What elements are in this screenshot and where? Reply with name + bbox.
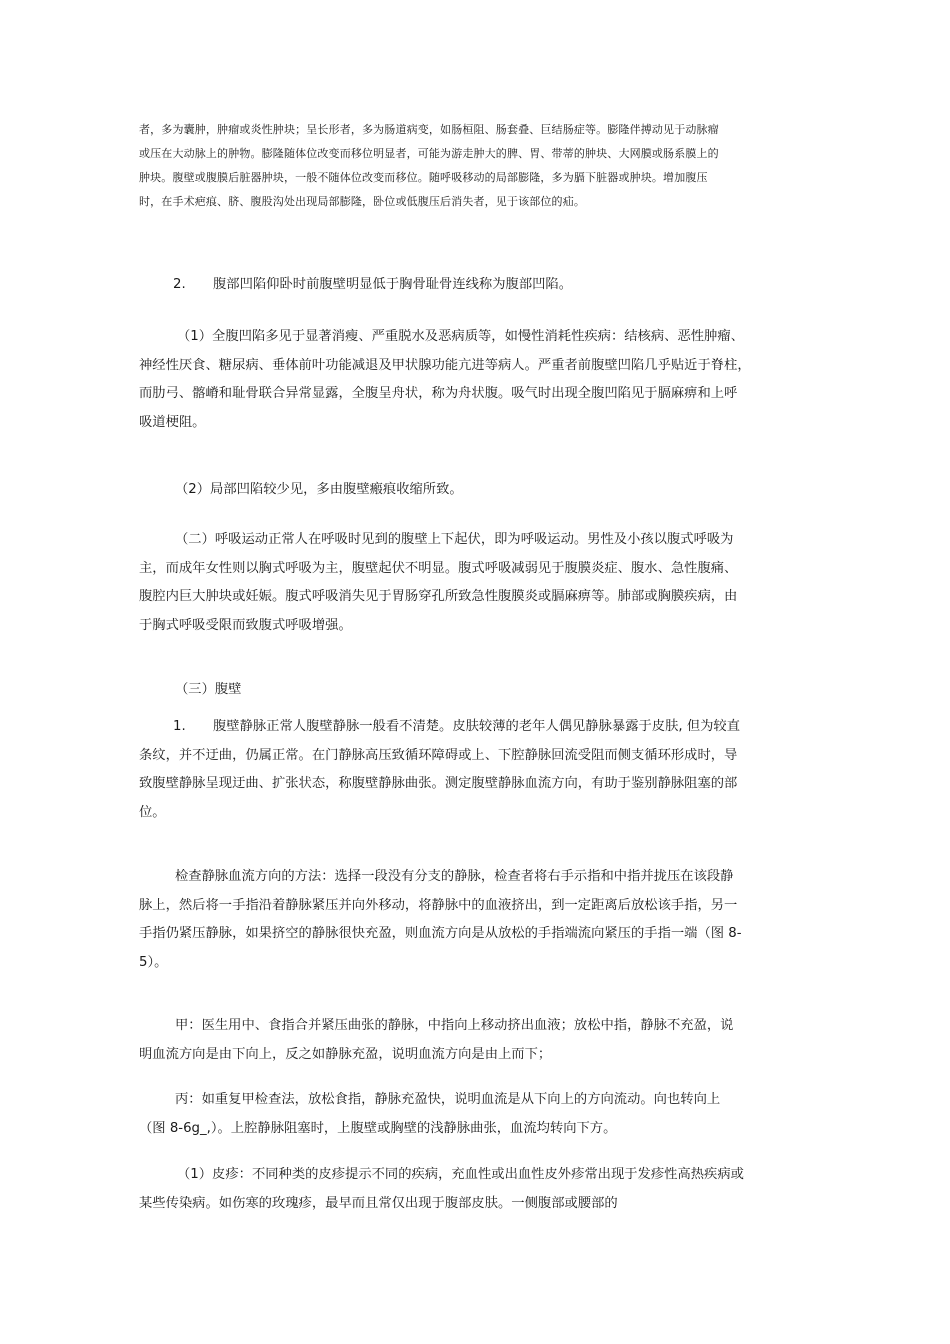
text-line: 明血流方向是由下向上，反之如静脉充盈，说明血流方向是由上而下； bbox=[139, 1046, 552, 1062]
text-line: 丙：如重复甲检查法，放松食指，静脉充盈快，说明血流是从下向上的方向流动。向也转向上 bbox=[175, 1092, 721, 1107]
bing-paragraph bbox=[139, 1086, 817, 1143]
breathing-paragraph bbox=[139, 526, 817, 640]
text-line: 而肋弓、髂嵴和耻骨联合异常显露，全腹呈舟状，称为舟状腹。吸气时出现全腹凹陷见于膈麻痹和上呼 bbox=[139, 386, 738, 401]
text-line: （二）呼吸运动正常人在呼吸时见到的腹壁上下起伏，即为呼吸运动。男性及小孩以腹式呼吸为 bbox=[175, 532, 734, 547]
text-line: 致腹壁静脉呈现迂曲、扩张状态，称腹壁静脉曲张。测定腹壁静脉血流方向，有助于鉴别静脉阻塞的部 bbox=[139, 776, 738, 791]
text-line: （1）全腹凹陷多见于显著消瘦、严重脱水及恶病质等，如慢性消耗性疾病：结核病、恶性肿瘤、 bbox=[177, 329, 744, 344]
text-line: 条纹，并不迂曲，仍属正常。在门静脉高压致循环障碍或上、下腔静脉回流受阻而侧支循环形成时，导 bbox=[139, 747, 738, 763]
text-line: 吸道梗阻。 bbox=[139, 414, 206, 430]
sunken-abdomen-heading bbox=[139, 271, 817, 300]
veins-paragraph bbox=[139, 713, 817, 827]
item-number: 2. bbox=[173, 277, 186, 292]
text-line: 某些传染病。如伤寒的玫瑰疹，最早而且常仅出现于腹部皮肤。一侧腹部或腰部的 bbox=[139, 1195, 618, 1211]
text-line: 脉上，然后将一手指沿着静脉紧压并向外移动，将静脉中的血液挤出，到一定距离后放松该手指，另一 bbox=[139, 897, 738, 913]
text-line: 检查静脉血流方向的方法：选择一段没有分支的静脉，检查者将右手示指和中指并拢压在该段静 bbox=[175, 869, 734, 884]
text-line: 甲：医生用中、食指合并紧压曲张的静脉，中指向上移动挤出血液；放松中指，静脉不充盈，说 bbox=[175, 1018, 734, 1033]
item-number: 1. bbox=[173, 719, 186, 734]
text-line: 位。 bbox=[139, 804, 166, 820]
text-line: 手指仍紧压静脉，如果挤空的静脉很快充盈，则血流方向是从放松的手指端流向紧压的手指一端（图 8- bbox=[139, 926, 742, 941]
text-line: 于胸式呼吸受限而致腹式呼吸增强。 bbox=[139, 617, 352, 633]
text-line: （1）皮疹：不同种类的皮疹提示不同的疾病，充血性或出血性皮外疹常出现于发疹性高热疾病或 bbox=[177, 1167, 744, 1182]
text-line: 神经性厌食、糖尿病、垂体前叶功能减退及甲状腺功能亢进等病人。严重者前腹壁凹陷几乎贴近于脊柱， bbox=[139, 357, 751, 373]
text-line: 5）。 bbox=[139, 954, 168, 970]
item-text: 腹部凹陷仰卧时前腹壁明显低于胸骨耻骨连线称为腹部凹陷。 bbox=[213, 277, 573, 292]
text-line: 腹腔内巨大肿块或妊娠。腹式呼吸消失见于胃肠穿孔所致急性腹膜炎或膈麻痹等。肺部或胸膜疾病，由 bbox=[139, 589, 738, 604]
rash-paragraph bbox=[139, 1161, 817, 1218]
text-line: 时，在手术疤痕、脐、腹股沟处出现局部膨隆，卧位或低腹压后消失者，见于该部位的疝。 bbox=[139, 195, 585, 208]
text-line: （图 8-6g_,）。上腔静脉阻塞时，上腹壁或胸壁的浅静脉曲张，血流均转向下方。 bbox=[139, 1120, 617, 1136]
text-line: 肿块。腹壁或腹膜后脏器肿块，一般不随体位改变而移位。随呼吸移动的局部膨隆，多为膈下脏器或肿块。增加腹压 bbox=[139, 171, 708, 184]
local-sunken-paragraph bbox=[139, 476, 817, 505]
jia-paragraph bbox=[139, 1012, 817, 1069]
text-line: （2）局部凹陷较少见，多由腹壁瘢痕收缩所致。 bbox=[175, 482, 463, 497]
text-line: 腹壁静脉正常人腹壁静脉一般看不清楚。皮肤较薄的老年人偶见静脉暴露于皮肤, 但为较直 bbox=[213, 719, 741, 734]
text-line: 者，多为囊肿，肿瘤或炎性肿块；呈长形者，多为肠道病变，如肠桓阻、肠套叠、巨结肠症等。膨隆伴搏动见于动脉瘤 bbox=[139, 123, 719, 136]
text-line: 主，而成年女性则以胸式呼吸为主，腹壁起伏不明显。腹式呼吸减弱见于腹膜炎症、腹水、急性腹痛、 bbox=[139, 560, 738, 576]
intro-paragraph bbox=[139, 118, 817, 214]
abdominal-wall-heading: （三）腹壁 bbox=[175, 682, 242, 697]
full-sunken-paragraph bbox=[139, 323, 817, 437]
method-paragraph bbox=[139, 863, 817, 977]
text-line: 或压在大动脉上的肿物。膨隆随体位改变而移位明显者，可能为游走肿大的脾、胃、带蒂的肿块、大网膜或肠系膜上的 bbox=[139, 147, 719, 160]
